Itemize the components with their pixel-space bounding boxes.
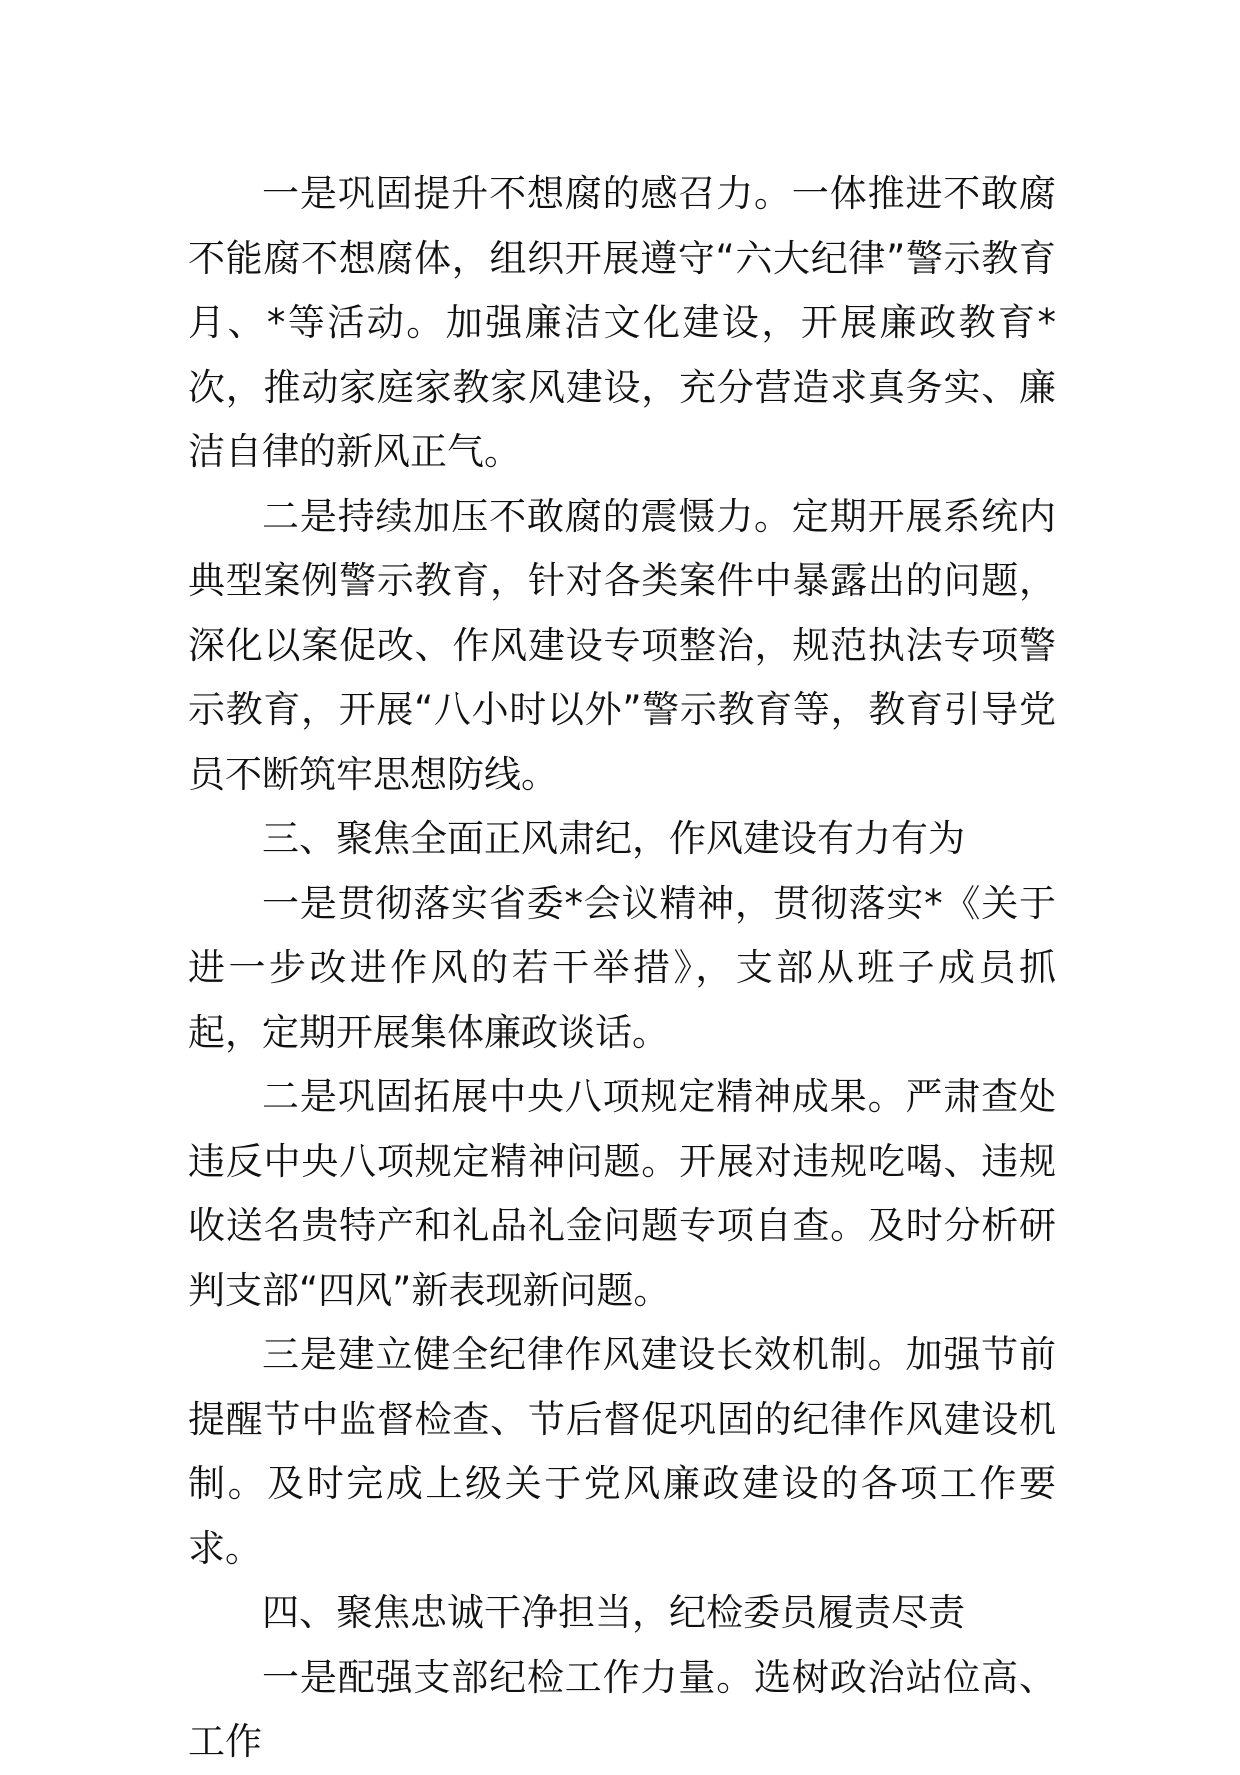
paragraph-4-1: 一是配强支部纪检工作力量。选树政治站位高、工作 bbox=[188, 1655, 1056, 1763]
section-heading-3: 三、聚焦全面正风肃纪，作风建设有力有为 bbox=[262, 817, 965, 860]
document-body bbox=[188, 162, 1056, 1775]
paragraph-3-1: 一是贯彻落实省委*会议精神，贯彻落实*《关于进一步改进作风的若干举措》，支部从班子成员抓起，定期开展集体廉政谈话。 bbox=[188, 881, 1056, 1054]
paragraph-3-3: 三是建立健全纪律作风建设长效机制。加强节前提醒节中监督检查、节后督促巩固的纪律作风建设机制。及时完成上级关于党风廉政建设的各项工作要求。 bbox=[188, 1333, 1056, 1570]
paragraph-1: 一是巩固提升不想腐的感召力。一体推进不敢腐不能腐不想腐体，组织开展遵守“六大纪律”警示教育月、*等活动。加强廉洁文化建设，开展廉政教育*次，推动家庭家教家风建设，充分营造求真务实、廉洁自律的新风正气。 bbox=[188, 172, 1056, 473]
paragraph-3-2: 二是巩固拓展中央八项规定精神成果。严肃查处违反中央八项规定精神问题。开展对违规吃喝、违规收送名贵特产和礼品礼金问题专项自查。及时分析研判支部“四风”新表现新问题。 bbox=[188, 1075, 1056, 1312]
section-heading-4: 四、聚焦忠诚干净担当，纪检委员履责尽责 bbox=[262, 1591, 965, 1634]
paragraph-2: 二是持续加压不敢腐的震慑力。定期开展系统内典型案例警示教育，针对各类案件中暴露出的问题，深化以案促改、作风建设专项整治，规范执法专项警示教育，开展“八小时以外”警示教育等，教育引导党员不断筑牢思想防线。 bbox=[188, 494, 1056, 796]
